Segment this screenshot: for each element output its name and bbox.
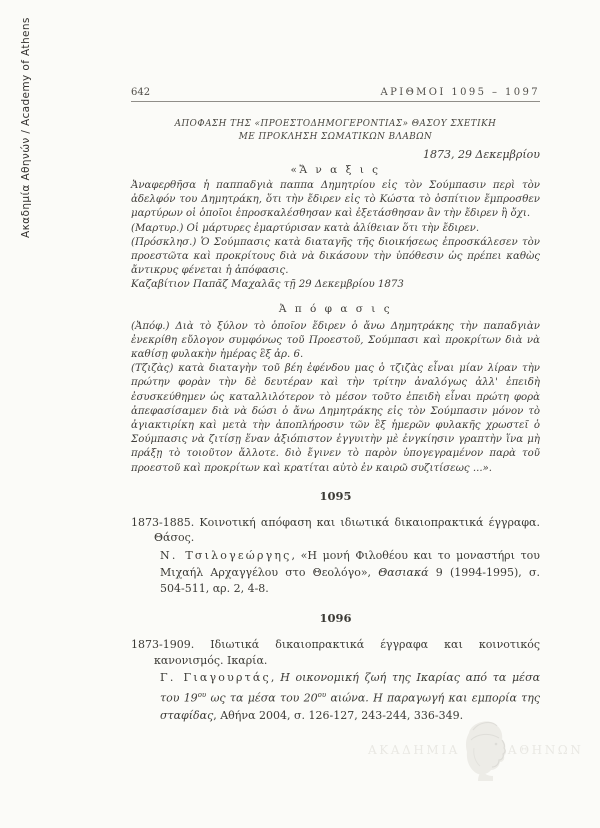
reference-segment: αιώνα. Η παραγωγή και εμπορία της σταφίδας bbox=[160, 691, 540, 722]
reference-segment: Γ. Γιαγουρτάς bbox=[160, 671, 271, 685]
reference-segment: Η οικονομική ζωή της Ικαρίας από τα μέσα του 19 bbox=[160, 671, 541, 705]
document-title-line1: ΑΠΟΦΑΣΗ ΤΗΣ «ΠΡΟΕΣΤΟΔΗΜΟΓΕΡΟΝΤΙΑΣ» ΘΑΣΟΥ ΣΧΕΤΙΚΗ bbox=[174, 119, 497, 129]
document-title bbox=[131, 118, 540, 144]
reference-segment: , «Η μονή Φιλοθέου και το μοναστήρι του Μιχαήλ Αρχαγγέλου στο Θεολόγο», bbox=[160, 548, 540, 579]
entry-number: 1095 bbox=[319, 488, 352, 503]
entry-1095 bbox=[131, 489, 540, 598]
opening-heading: «Ἄ ν α ξ ι ς bbox=[290, 164, 381, 176]
running-title: ΑΡΙΘΜΟΙ 1095 – 1097 bbox=[380, 87, 540, 98]
document-title-line2: ΜΕ ΠΡΟΚΛΗΣΗ ΣΩΜΑΤΙΚΩΝ ΒΛΑΒΩΝ bbox=[238, 132, 433, 142]
entry-headline: 1873-1909. Ιδιωτικά δικαιοπρακτικά έγγραφα και κοινοτικός κανονισμός. Ικαρία. bbox=[131, 638, 540, 667]
watermark-right-text: ΑΘΗΝΩΝ bbox=[507, 743, 584, 757]
entry-reference bbox=[160, 548, 540, 598]
reference-segment: Θασιακά bbox=[378, 565, 429, 579]
document-date: 1873, 29 Δεκεμβρίου bbox=[422, 148, 540, 161]
sidebar-branding: Ακαδημία Αθηνών / Academy of Athens bbox=[20, 17, 32, 238]
watermark-left-text: ΑΚΑΔΗΜΙΑ bbox=[368, 743, 460, 757]
header-rule bbox=[131, 101, 540, 102]
reference-segment: ως τα μέσα του 20 bbox=[206, 691, 318, 705]
decision-paragraph: (Τζιζὰς) κατὰ διαταγὴν τοῦ βέη ἐφένδου μας ὁ τζιζὰς εἶναι μίαν λίραν τὴν πρώτην φορὰν τὴν δὲ δευτέραν καὶ τὴν τρίτην ἀναλόγως ἀλλ' ἐπειδὴ ἐσυσκεύθημεν ὡς καταλλιλότερον τὸ μέσον τοῦτο ἐπειδὴ εἶναι πρώτη φορὰ ἀπεφασίσαμεν διὰ νὰ δώσι ὁ ἄνω Δημητράκης εἰς τὸν Σούμπασιν μόνον τὸ ἀγιακτιρίκη καὶ μετὰ τὴν ἀποπλήροσιν τῶν ἓξ ἡμερῶν φυλακῆς χρωστεῖ ὁ Σούμπασις νὰ ζιτίσῃ ἕναν ἀξιόπιστον ἐγγυιτὴν μὲ ἐνγκίησιν γραπτὴν ἵνα μὴ πράξῃ τὸ τοιοῦτον ἄλλοτε. διὸ ἔγινεν τὸ παρὸν ὑπογεγραμένον παρὰ τοῦ προεστοῦ καὶ προκρίτων καὶ κρατίται αὐτὸ ἐν καιρῶ συζιτίσεως ...». bbox=[131, 363, 540, 474]
body-paragraph: (Μαρτυρ.) Οἱ μάρτυρες ἐμαρτύρισαν κατὰ ἀλίθειαν ὅτι τὴν ἔδιρεν. bbox=[131, 222, 480, 234]
athena-head-icon bbox=[460, 718, 508, 782]
page-header bbox=[131, 87, 540, 98]
place-date-line: Καζαβίτιον Παπᾶζ Μαχαλᾶς τῇ 29 Δεκεμβρίου 1873 bbox=[131, 279, 404, 291]
body-paragraph: Ἀναφερθῆσα ἡ παππαδγιὰ παππα Δημητρίου εἰς τὸν Σούμπασιν περὶ τὸν ἀδελφόν του Δημητράκη, ὅτι τὴν ἔδιρεν εἰς τὸ Κώστα τὸ ὁσπίτιον ἔμπροσθεν μαρτύρων οἱ ὁποῖοι ἐπροσκαλέσθησαν καὶ ἐξετάσθησαν ἂν τὴν ἔδιρεν ἢ ὄχι. bbox=[131, 180, 540, 220]
reference-segment: Ν. Τσιλογεώργης bbox=[160, 548, 292, 562]
document-body bbox=[131, 179, 540, 476]
page-content bbox=[131, 0, 540, 724]
entry-headline: 1873-1885. Κοινοτική απόφαση και ιδιωτικά δικαιοπρακτικά έγγραφα. Θάσος. bbox=[131, 515, 540, 545]
entry-reference bbox=[160, 670, 540, 724]
reference-segment: 9 (1994-1995), σ. 504-511, αρ. 2, 4-8. bbox=[160, 565, 540, 596]
reference-segment: ου bbox=[197, 691, 207, 700]
entry-1096 bbox=[131, 611, 540, 724]
decision-paragraph: (Ἀπόφ.) Διὰ τὸ ξύλον τὸ ὁποῖον ἔδιρεν ὁ ἄνω Δημητράκης τὴν παπαδγιὰν ἐνεκρίθη εὔλογον συμφόνως τοῦ Προεστοῦ, Σούμπασι καὶ προκρίτων διὰ νὰ καθίσῃ φυλακὴν ἡμέρας ἓξ ἀρ. 6. bbox=[131, 320, 540, 361]
body-paragraph: (Πρόσκλησ.) Ὁ Σούμπασις κατὰ διαταγῆς τῆς διοικήσεως ἐπροσκάλεσεν τὸν προεστῶτα καὶ προκρίτους διὰ νὰ δικάσουν τὴν ὑπόθεσιν ὡς πρέπει καθὼς ἄντικρυς φένεται ἡ ἀπόφασις. bbox=[131, 236, 540, 277]
reference-segment: , bbox=[270, 671, 281, 685]
reference-segment: ου bbox=[317, 691, 327, 700]
page-number: 642 bbox=[131, 87, 151, 98]
reference-segment: , Αθήνα 2004, σ. 126-127, 243-244, 336-349. bbox=[213, 708, 464, 722]
entry-number: 1096 bbox=[319, 611, 352, 626]
academy-watermark bbox=[368, 718, 584, 782]
decision-heading: Ἀ π ό φ α σ ι ς bbox=[278, 302, 393, 315]
